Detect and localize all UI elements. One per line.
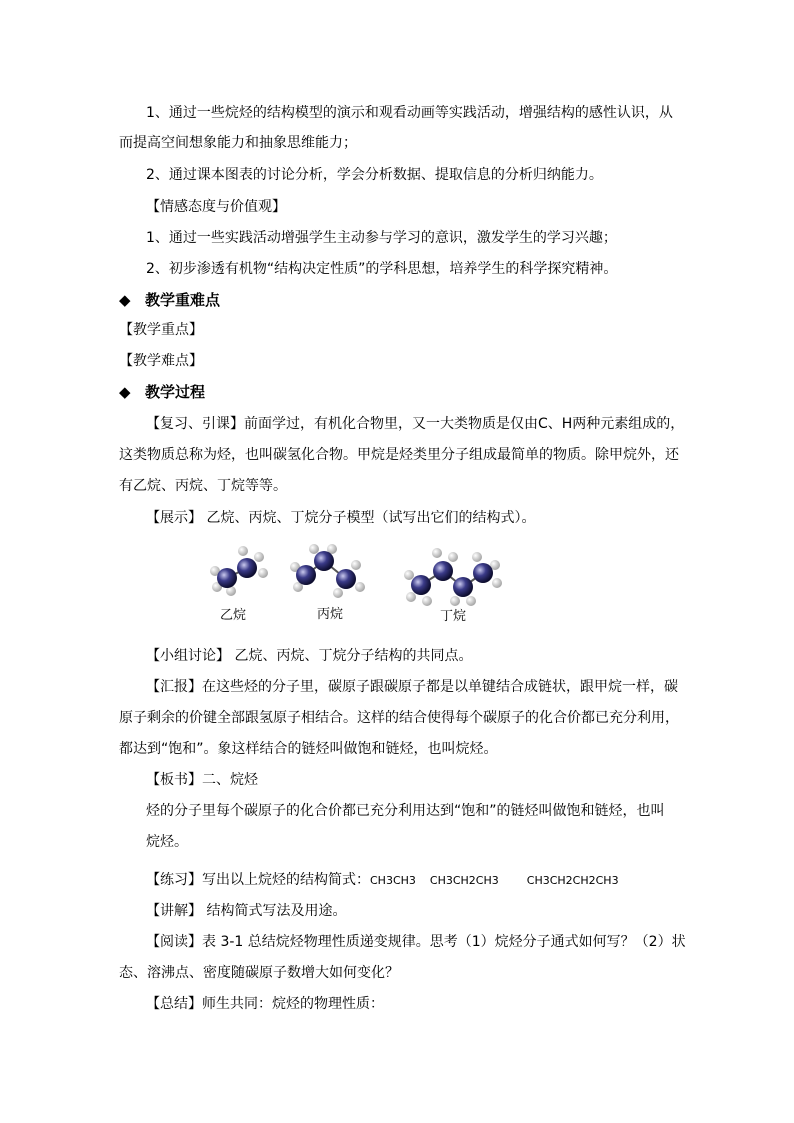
diamond-bullet-icon: ◆ (119, 291, 131, 309)
practice-prefix: 【练习】写出以上烷烃的结构简式： (146, 872, 370, 888)
formula-propane: CH3CH2CH3 (429, 874, 499, 887)
practice-line (146, 870, 619, 891)
objective-line-1b: 而提高空间想象能力和抽象思维能力； (119, 135, 357, 151)
review-line-3: 有乙烷、丙烷、丁烷等等。 (119, 478, 287, 494)
butane-label: 丁烷 (440, 609, 467, 624)
definition-line-1: 烃的分子里每个碳原子的化合价都已充分利用达到“饱和”的链烃叫做饱和链烃，也叫 (146, 803, 665, 819)
label-teaching-difficulty: 【教学难点】 (119, 353, 203, 369)
propane-label: 丙烷 (317, 607, 344, 622)
label-teaching-focus: 【教学重点】 (119, 322, 203, 338)
report-line-2: 原子剩余的价键全部跟氢原子相结合。这样的结合使得每个碳原子的化合价都已充分利用， (119, 710, 679, 726)
explanation-line: 【讲解】 结构简式写法及用途。 (146, 903, 347, 919)
discussion-line: 【小组讨论】 乙烷、丙烷、丁烷分子结构的共同点。 (146, 648, 473, 664)
summary-line: 【总结】师生共同：烷烃的物理性质： (146, 996, 384, 1012)
formula-ethane: CH3CH3 (370, 874, 416, 887)
formula-butane: CH3CH2CH2CH3 (526, 874, 619, 887)
display-line: 【展示】 乙烷、丙烷、丁烷分子模型（试写出它们的结构式）。 (146, 510, 536, 526)
heading-teaching-process (119, 382, 205, 402)
reading-line-1: 【阅读】表 3-1 总结烷烃物理性质递变规律。思考（1）烷烃分子通式如何写？（2）状 (146, 934, 686, 950)
butane-model-image (403, 545, 503, 607)
heading-key-points (119, 290, 220, 310)
objective-line-2: 2、通过课本图表的讨论分析，学会分析数据、提取信息的分析归纳能力。 (146, 167, 603, 183)
ethane-label: 乙烷 (220, 608, 247, 623)
section-label-attitude: 【情感态度与价值观】 (146, 199, 286, 215)
heading-key-points-text: 教学重难点 (145, 291, 221, 309)
ethane-model-image (205, 543, 275, 603)
report-line-1: 【汇报】在这些烃的分子里，碳原子跟碳原子都是以单键结合成链状，跟甲烷一样，碳 (146, 679, 678, 695)
reading-line-2: 态、溶沸点、密度随碳原子数增大如何变化？ (119, 965, 399, 981)
diamond-bullet-icon: ◆ (119, 383, 131, 401)
board-line: 【板书】二、烷烃 (146, 772, 258, 788)
heading-teaching-process-text: 教学过程 (145, 383, 206, 401)
objective-line-1a: 1、通过一些烷烃的结构模型的演示和观看动画等实践活动，增强结构的感性认识，从 (146, 105, 673, 121)
report-line-3: 都达到“饱和”。象这样结合的链烃叫做饱和链烃，也叫烷烃。 (119, 741, 498, 757)
definition-line-2: 烷烃。 (146, 834, 188, 850)
attitude-line-2: 2、初步渗透有机物“结构决定性质”的学科思想，培养学生的科学探究精神。 (146, 261, 618, 277)
propane-model-image (290, 543, 370, 603)
review-line-2: 这类物质总称为烃，也叫碳氢化合物。甲烷是烃类里分子组成最简单的物质。除甲烷外，还 (119, 447, 679, 463)
review-line-1: 【复习、引课】前面学过，有机化合物里，又一大类物质是仅由C、H两种元素组成的， (146, 416, 685, 432)
attitude-line-1: 1、通过一些实践活动增强学生主动参与学习的意识，激发学生的学习兴趣； (146, 230, 617, 246)
